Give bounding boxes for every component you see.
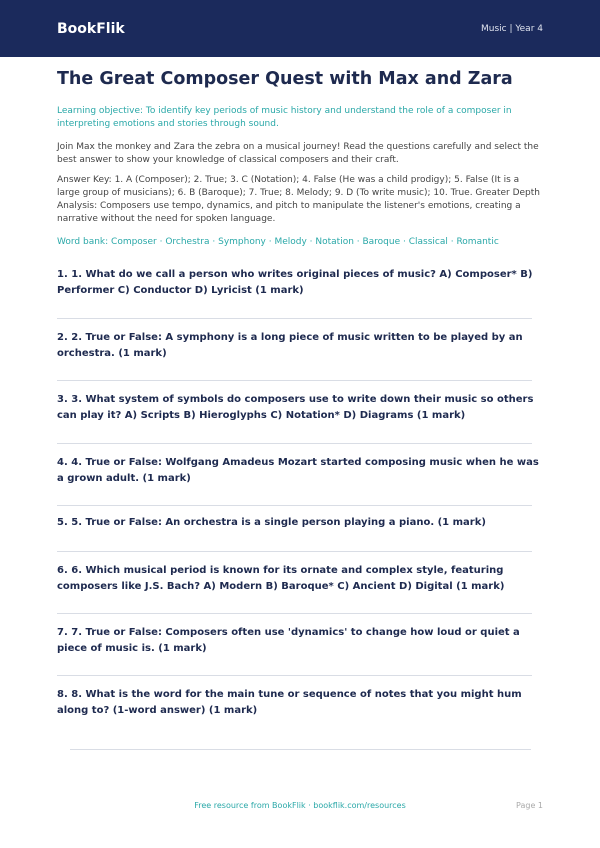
brand-logo: BookFlik <box>57 20 125 37</box>
word-bank: Word bank: Composer · Orchestra · Symphony · Melody · Notation · Baroque · Classical · Romantic <box>57 237 499 247</box>
question-2: 2. 2. True or False: A symphony is a long piece of music written to be played by an orchestra. (1 mark) <box>57 332 523 359</box>
question-8: 8. 8. What is the word for the main tune or sequence of notes that you might hum along to? (1-word answer) (1 mark) <box>57 689 522 716</box>
subject-year: Music | Year 4 <box>480 23 543 34</box>
intro-text: Join Max the monkey and Zara the zebra on a musical journey! Read the questions carefully and select the best answer to show your knowledge of classical composers and their craft. <box>57 142 539 165</box>
page-title: The Great Composer Quest with Max and Zara <box>57 69 513 89</box>
question-7: 7. 7. True or False: Composers often use 'dynamics' to change how loud or quiet a piece of music is. (1 mark) <box>57 627 520 654</box>
page-number: Page 1 <box>516 801 543 810</box>
answer-line <box>57 443 532 444</box>
question-6: 6. 6. Which musical period is known for its ornate and complex style, featuring composers like J.S. Bach? A) Modern B) Baroque* C) Ancient D) Digital (1 mark) <box>57 565 505 592</box>
answer-line <box>57 613 532 614</box>
footer-divider <box>70 749 531 750</box>
worksheet-content <box>57 57 543 249</box>
answer-line <box>57 551 532 552</box>
learning-objective: Learning objective: To identify key periods of music history and understand the role of a composer in interpreting emotions and stories through sound. <box>57 106 512 129</box>
question-5: 5. 5. True or False: An orchestra is a single person playing a piano. (1 mark) <box>57 517 486 528</box>
answer-key: Answer Key: 1. A (Composer); 2. True; 3. C (Notation); 4. False (He was a child prodigy); 5. False (It is a large group of musicians); 6. B (Baroque); 7. True; 8. Melody; 9. D (To write music); 10. True. Greater Depth Analysis: Composers use tempo, dynamics, and pitch to manipulate the listener's emotions, creating a narrative without the need for spoken language. <box>57 175 540 224</box>
question-3: 3. 3. What system of symbols do composers use to write down their music so others can play it? A) Scripts B) Hieroglyphs C) Notation* D) Diagrams (1 mark) <box>57 394 534 421</box>
question-4: 4. 4. True or False: Wolfgang Amadeus Mozart started composing music when he was a grown adult. (1 mark) <box>57 457 539 484</box>
header-bar <box>0 0 600 57</box>
answer-line <box>57 675 532 676</box>
question-1: 1. 1. What do we call a person who writes original pieces of music? A) Composer* B) Performer C) Conductor D) Lyricist (1 mark) <box>57 269 533 296</box>
answer-line <box>57 380 532 381</box>
answer-line <box>57 318 532 319</box>
footer-credit[interactable]: Free resource from BookFlik · bookflik.com/resources <box>194 801 406 810</box>
answer-line <box>57 505 532 506</box>
